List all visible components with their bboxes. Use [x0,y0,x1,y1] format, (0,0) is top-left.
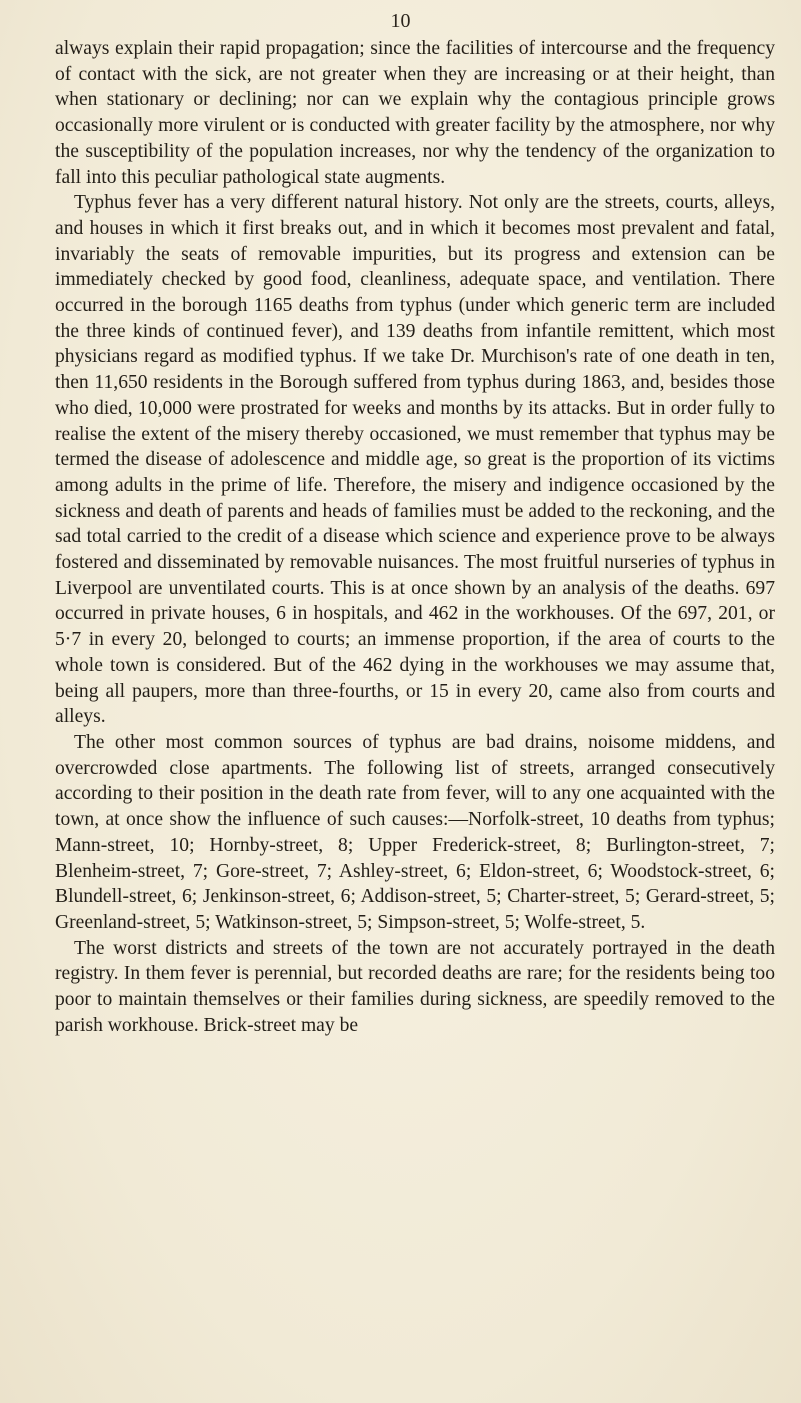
paragraph-typhus-history: Typhus fever has a very different natural history. Not only are the streets, courts, alleys, and houses in which it first breaks out, and in which it becomes most prevalent and fatal, invariably the seats of removable impurities, but its progress and extension can be immediately checked by good food, cleanliness, adequate space, and ventilation. There occurred in the borough 1165 deaths from typhus (under which generic term are included the three kinds of continued fever), and 139 deaths from infantile remittent, which most physicians regard as modified typhus. If we take Dr. Murchison's rate of one death in ten, then 11,650 residents in the Borough suffered from typhus during 1863, and, besides those who died, 10,000 were prostrated for weeks and months by its attacks. But in order fully to realise the extent of the misery thereby occasioned, we must remember that typhus may be termed the disease of adolescence and middle age, so great is the proportion of its victims among adults in the prime of life. Therefore, the misery and indigence occasioned by the sickness and death of parents and heads of families must be added to the reckoning, and the sad total carried to the credit of a disease which science and experience prove to be always fostered and disseminated by removable nuisances. The most fruitful nurseries of typhus in Liverpool are unventilated courts. This is at once shown by an analysis of the deaths. 697 occurred in private houses, 6 in hospitals, and 462 in the workhouses. Of the 697, 201, or 5·7 in every 20, belonged to courts; an immense proportion, if the area of courts to the whole town is considered. But of the 462 dying in the workhouses we may assume that, being all paupers, more than three-fourths, or 15 in every 20, came also from courts and alleys. [55,192,775,728]
paragraph-continuation: always explain their rapid propagation; since the facilities of intercourse and the frequency of contact with the sick, are not greater when they are increasing or at their height, than when stationary or declining; nor can we explain why the contagious principle grows occasionally more virulent or is conducted with greater facility by the atmosphere, nor why the susceptibility of the population increases, nor why the tendency of the organization to fall into this peculiar pathological state augments. [55,38,775,188]
paragraph-worst-districts: The worst districts and streets of the town are not accurately portrayed in the death registry. In them fever is perennial, but recorded deaths are rare; for the residents being too poor to maintain themselves or their families during sickness, are speedily removed to the parish workhouse. Brick-street may be [55,937,775,1036]
body-text [55,36,775,1038]
page-number: 10 [390,10,411,32]
paragraph-street-list: The other most common sources of typhus are bad drains, noisome middens, and overcrowded close apartments. The following list of streets, arranged consecutively according to their position in the death rate from fever, will to any one acquainted with the town, at once show the influence of such causes:—Norfolk-street, 10 deaths from typhus; Mann-street, 10; Hornby-street, 8; Upper Frederick-street, 8; Burlington-street, 7; Blenheim-street, 7; Gore-street, 7; Ashley-street, 6; Eldon-street, 6; Woodstock-street, 6; Blundell-street, 6; Jenkinson-street, 6; Addison-street, 5; Charter-street, 5; Gerard-street, 5; Greenland-street, 5; Watkinson-street, 5; Simpson-street, 5; Wolfe-street, 5. [55,731,775,933]
